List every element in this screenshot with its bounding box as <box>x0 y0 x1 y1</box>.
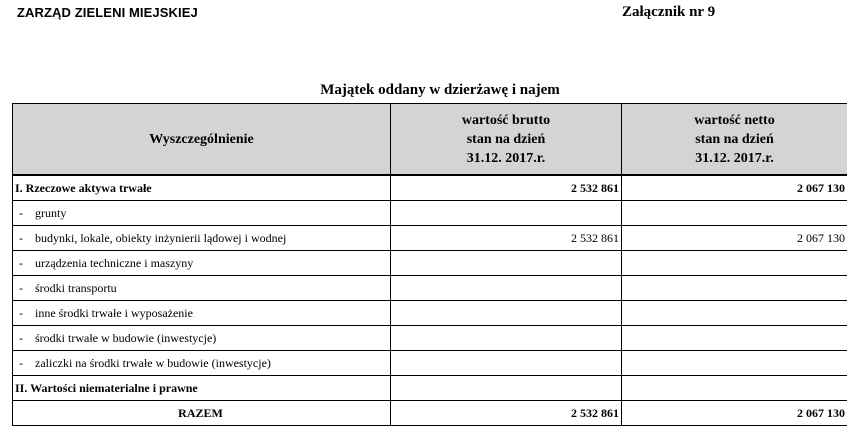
table-row <box>13 351 847 376</box>
column-header-gross-line: wartość brutto <box>461 112 551 128</box>
column-header-gross-line: stan na dzień <box>466 131 546 147</box>
row-label <box>13 226 391 251</box>
total-label: RAZEM <box>13 401 391 426</box>
organization-name: ZARZĄD ZIELENI MIEJSKIEJ <box>17 5 198 20</box>
gross-value <box>391 251 622 276</box>
row-label-text: środki transportu <box>35 281 117 295</box>
table-row <box>13 326 847 351</box>
row-label <box>13 301 391 326</box>
row-label-text: zaliczki na środki trwałe w budowie (inwestycje) <box>35 356 271 370</box>
dash-marker: - <box>19 256 23 270</box>
dash-marker: - <box>19 306 23 320</box>
gross-value: 2 532 861 <box>391 226 622 251</box>
net-value <box>622 276 847 301</box>
row-label <box>13 276 391 301</box>
gross-value <box>391 301 622 326</box>
table-row <box>13 376 847 401</box>
net-value <box>622 251 847 276</box>
table-row <box>13 276 847 301</box>
row-label-text: grunty <box>35 206 67 220</box>
assets-table <box>12 103 847 426</box>
row-label: I. Rzeczowe aktywa trwałe <box>13 175 391 201</box>
net-value: 2 067 130 <box>622 226 847 251</box>
row-label <box>13 351 391 376</box>
total-row <box>13 401 847 426</box>
annex-number: Załącznik nr 9 <box>622 4 716 20</box>
net-value <box>622 326 847 351</box>
column-header-net-line: wartość netto <box>694 112 775 128</box>
column-header-net-line: 31.12. 2017.r. <box>695 150 774 166</box>
net-value: 2 067 130 <box>622 175 847 201</box>
column-header-net <box>622 104 847 176</box>
row-label-text: urządzenia techniczne i maszyny <box>35 256 194 270</box>
column-header-net-line: stan na dzień <box>695 131 774 147</box>
dash-marker: - <box>19 231 23 245</box>
dash-marker: - <box>19 281 23 295</box>
net-value <box>622 201 847 226</box>
row-label-text: środki trwałe w budowie (inwestycje) <box>35 331 217 345</box>
column-header-gross-line: 31.12. 2017.r. <box>466 150 546 166</box>
table-row <box>13 175 847 201</box>
gross-value <box>391 326 622 351</box>
dash-marker: - <box>19 356 23 370</box>
dash-marker: - <box>19 331 23 345</box>
table-row <box>13 301 847 326</box>
column-header-description: Wyszczególnienie <box>13 104 391 176</box>
row-label <box>13 201 391 226</box>
column-header-gross <box>391 104 622 176</box>
gross-value <box>391 201 622 226</box>
dash-marker: - <box>19 206 23 220</box>
table-row <box>13 201 847 226</box>
gross-value: 2 532 861 <box>391 175 622 201</box>
gross-value <box>391 376 622 401</box>
table-header <box>13 104 847 176</box>
net-value <box>622 301 847 326</box>
gross-value <box>391 276 622 301</box>
table-row <box>13 251 847 276</box>
row-label-text: inne środki trwałe i wyposażenie <box>35 306 193 320</box>
row-label: II. Wartości niematerialne i prawne <box>13 376 391 401</box>
row-label-text: budynki, lokale, obiekty inżynierii lądowej i wodnej <box>35 231 287 245</box>
total-net-value: 2 067 130 <box>622 401 847 426</box>
row-label <box>13 326 391 351</box>
total-gross-value: 2 532 861 <box>391 401 622 426</box>
net-value <box>622 376 847 401</box>
gross-value <box>391 351 622 376</box>
document-title: Majątek oddany w dzierżawę i najem <box>320 82 560 98</box>
table-row <box>13 226 847 251</box>
row-label <box>13 251 391 276</box>
net-value <box>622 351 847 376</box>
